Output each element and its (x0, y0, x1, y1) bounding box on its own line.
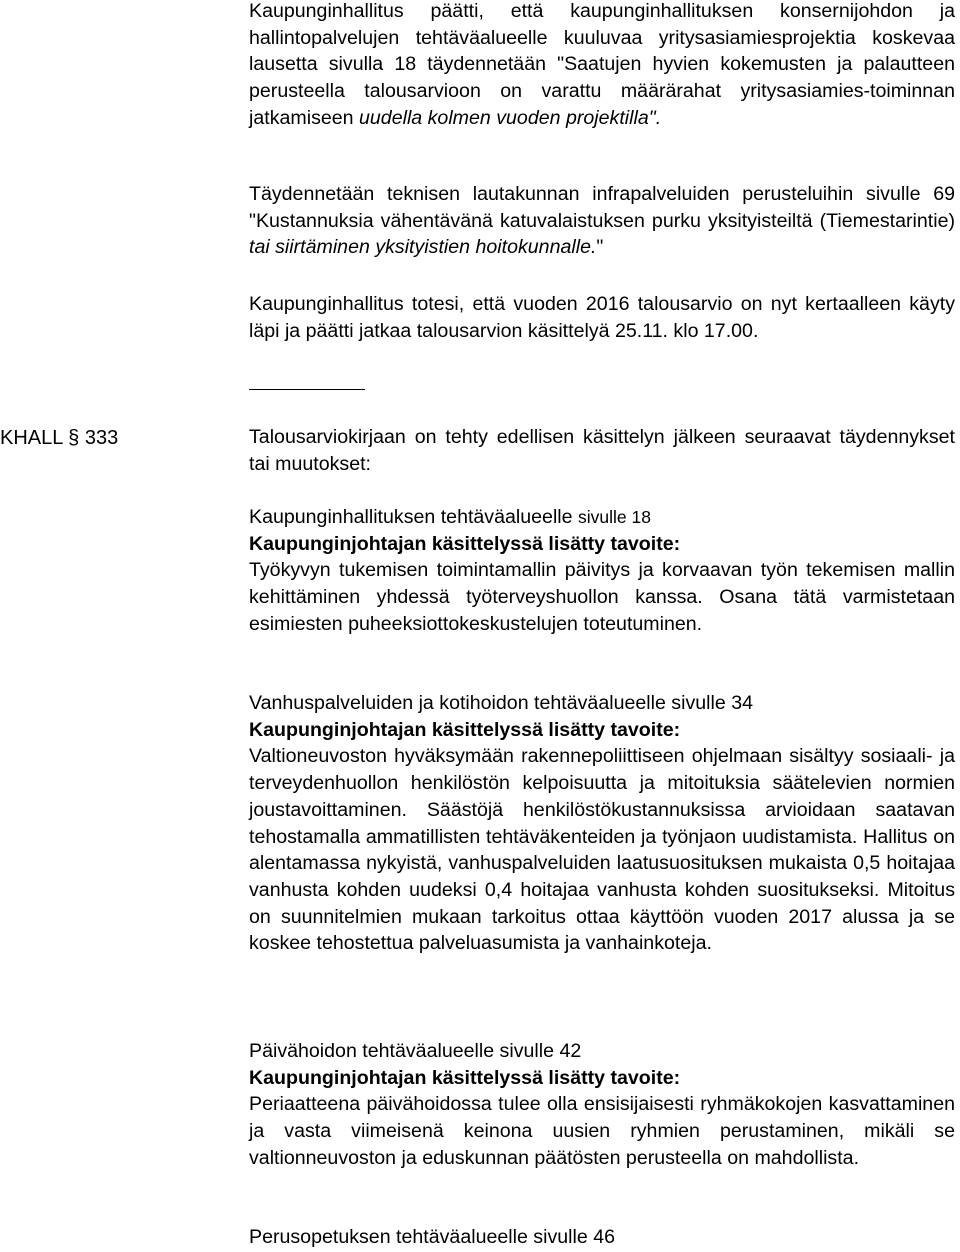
paragraph-italic-text: tai siirtäminen yksityistien hoitokunnalle. (249, 236, 597, 259)
section-separator (249, 389, 365, 390)
section-vanhuspalvelut (249, 690, 955, 957)
paragraph-text: Täydennetään teknisen lautakunnan infrapalveluiden perusteluihin sivulle 69 "Kustannuksia vähentävänä katuvalaistuksen purku yksityisteiltä (Tiemestarintie) (249, 183, 955, 232)
paragraph-infrapalvelut (249, 181, 955, 261)
section-heading: Kaupunginjohtajan käsittelyssä lisätty tavoite: (249, 1066, 681, 1089)
paragraph-yritysasiamies (249, 0, 955, 132)
paragraph-end-quote: " (596, 236, 604, 259)
section-title-text: Kaupunginhallituksen tehtäväalueelle (249, 506, 573, 528)
section-heading: Kaupunginjohtajan käsittelyssä lisätty tavoite: (249, 532, 681, 555)
section-text: Valtioneuvoston hyväksymään rakennepoliittiseen ohjelmaan sisältyy sosiaali- ja terveydenhuollon henkilöstön kelpoisuutta ja mitoituksia säätelevien normien joustavoittaminen. Säästöjä henkilöstökustannuksissa arvioidaan saatavan tehostamalla ammatillisten tehtäväkenteiden ja työnjaon uudistamista. Hallitus on alentamassa nykyistä, vanhuspalveluiden laatusuosituksen mukaista 0,5 hoitajaa vanhusta kohden uudeksi 0,4 hoitajaa vanhusta kohden suositukseksi. Mitoitus on suunnitelmien mukaan tarkoitus ottaa käyttöön vuoden 2017 alussa ja se koskee tehostettua palveluasumista ja vanhainkoteja. (249, 745, 955, 955)
section-perusopetus-title: Perusopetuksen tehtäväalueelle sivulle 46 (249, 1226, 615, 1248)
paragraph-text: Kaupunginhallitus päätti, että kaupunginhallituksen konsernijohdon ja hallintopalvelujen tehtäväalueelle kuuluvaa yritysasiamiesprojektia koskevaa lausetta sivulla 18 täydennetään "Saatujen hyvien kokemusten ja palautteen perusteella talousarvioon on varattu määrärahat yritysasiamies-toiminnan jatkamiseen (249, 0, 955, 129)
section-kaupunginhallitus (249, 504, 955, 638)
section-title (249, 504, 955, 531)
item-intro: Talousarviokirjaan on tehty edellisen käsittelyn jälkeen seuraavat täydennykset tai muutokset: (249, 426, 955, 475)
section-paivahoito (249, 1038, 955, 1172)
paragraph-decision: Kaupunginhallitus totesi, että vuoden 2016 talousarvio on nyt kertaalleen käyty läpi ja päätti jatkaa talousarvion käsittelyä 25.11. klo 17.00. (249, 293, 955, 342)
item-label: KHALL § 333 (0, 427, 119, 449)
section-text: Periaatteena päivähoidossa tulee olla ensisijaisesti ryhmäkokojen kasvattaminen ja vasta viimeisenä keinona uusien ryhmien perustaminen, mikäli se valtionneuvoston ja eduskunnan päätösten perusteella on mahdollista. (249, 1093, 955, 1169)
paragraph-italic-text: uudella kolmen vuoden projektilla". (359, 106, 662, 129)
section-text: Työkyvyn tukemisen toimintamallin päivitys ja korvaavan työn tekemisen mallin kehittäminen yhdessä työterveyshuollon kanssa. Osana tätä varmistetaan esimiesten puheeksiottokeskustelujen toteutuminen. (249, 559, 955, 635)
section-heading: Kaupunginjohtajan käsittelyssä lisätty tavoite: (249, 718, 681, 741)
section-title: Päivähoidon tehtäväalueelle sivulle 42 (249, 1040, 582, 1062)
section-title: Vanhuspalveluiden ja kotihoidon tehtäväalueelle sivulle 34 (249, 692, 753, 714)
section-page-ref: sivulle 18 (578, 507, 651, 527)
